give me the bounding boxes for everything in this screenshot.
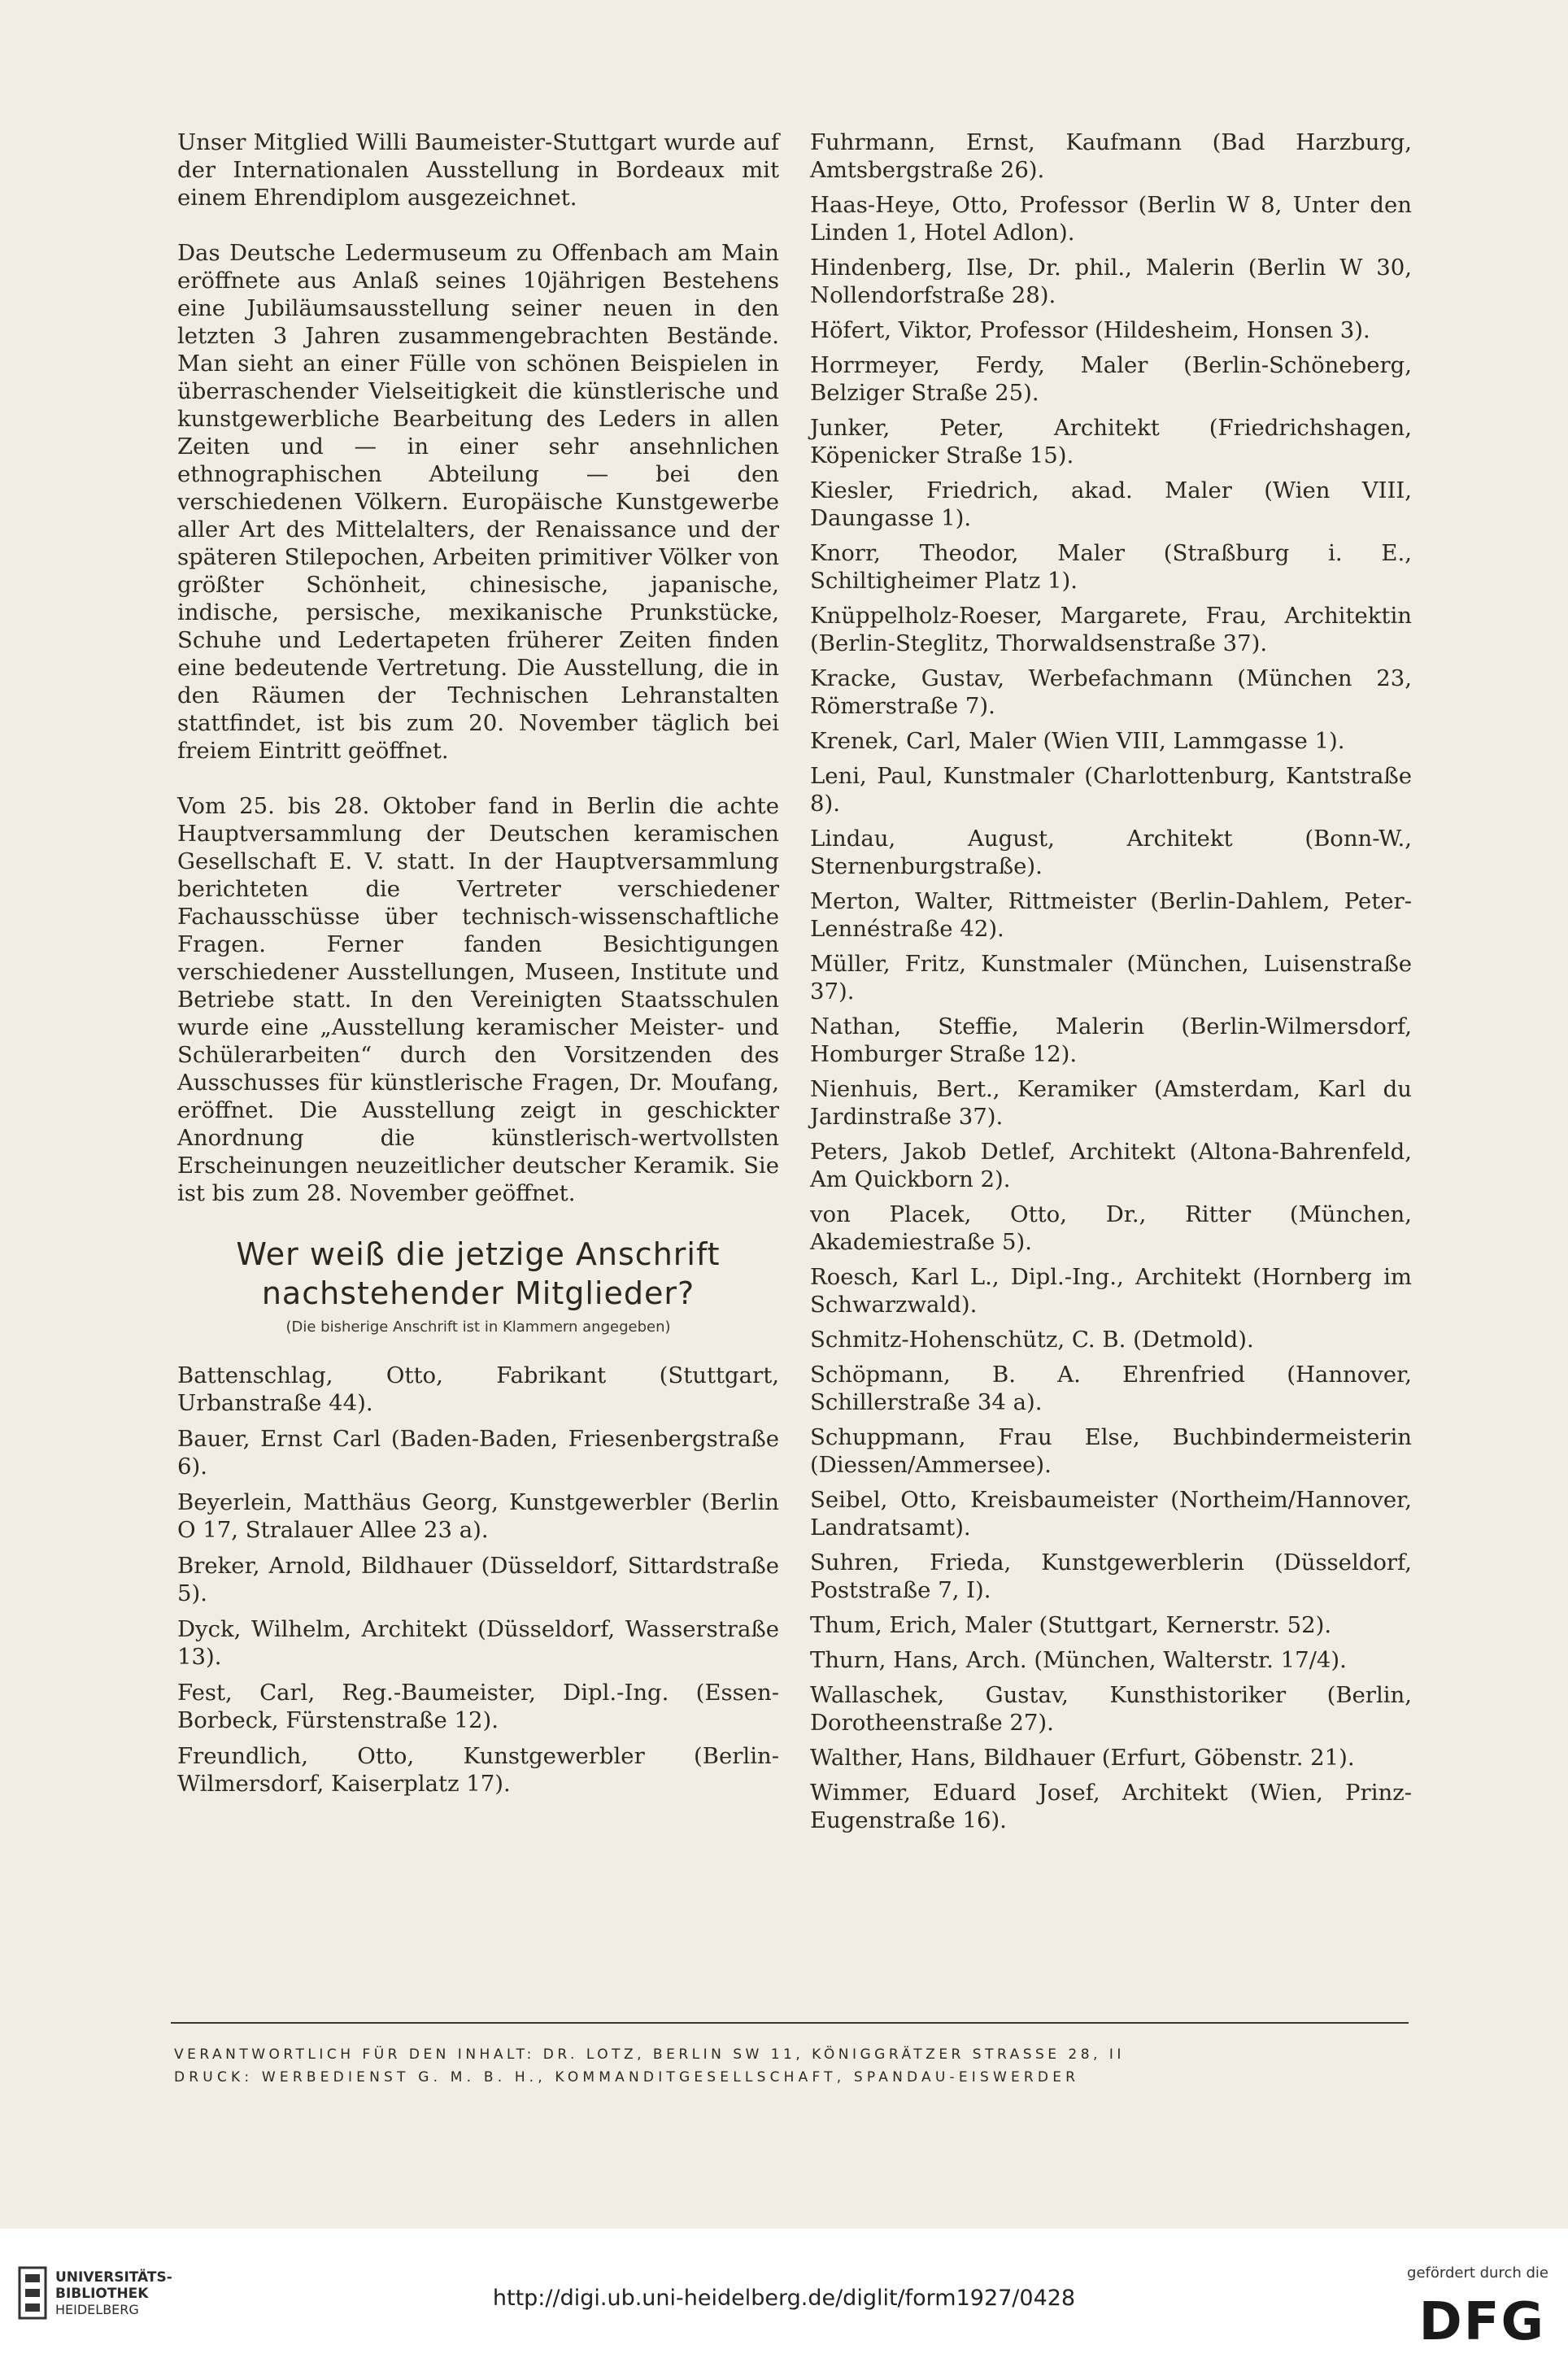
funding-note: gefördert durch die — [1407, 2264, 1548, 2282]
right-column — [810, 129, 1412, 1841]
member-entry: Höfert, Viktor, Professor (Hildesheim, Honsen 3). — [810, 317, 1370, 343]
imprint-divider — [171, 2022, 1409, 2024]
member-entry: Beyerlein, Matthäus Georg, Kunstgewerbler (Berlin O 17, Stralauer Allee 23 a). — [177, 1489, 779, 1543]
imprint-responsible: VERANTWORTLICH FÜR DEN INHALT: DR. LOTZ, BERLIN SW 11, KÖNIGGRÄTZER STRASSE 28, II — [174, 2046, 1125, 2063]
member-entry: Bauer, Ernst Carl (Baden-Baden, Friesenbergstraße 6). — [177, 1426, 779, 1480]
member-entry: Peters, Jakob Detlef, Architekt (Altona-Bahrenfeld, Am Quickborn 2). — [810, 1139, 1412, 1192]
member-entry: Krenek, Carl, Maler (Wien VIII, Lammgasse 1). — [810, 728, 1345, 754]
member-entry: Junker, Peter, Architekt (Friedrichshagen, Köpenicker Straße 15). — [810, 415, 1412, 469]
imprint-printer: DRUCK: WERBEDIENST G. M. B. H., KOMMANDITGESELLSCHAFT, SPANDAU-EISWERDER — [174, 2069, 1080, 2086]
section-subheading: (Die bisherige Anschrift ist in Klammern angegeben) — [285, 1318, 671, 1336]
library-line-3: HEIDELBERG — [55, 2302, 139, 2317]
member-entry: Hindenberg, Ilse, Dr. phil., Malerin (Berlin W 30, Nollendorfstraße 28). — [810, 255, 1412, 308]
member-entry: von Placek, Otto, Dr., Ritter (München, Akademiestraße 5). — [810, 1201, 1412, 1255]
member-entry: Fuhrmann, Ernst, Kaufmann (Bad Harzburg, Amtsbergstraße 26). — [810, 129, 1412, 183]
digitization-url[interactable]: http://digi.ub.uni-heidelberg.de/diglit/form1927/0428 — [492, 2286, 1076, 2311]
member-entry: Schmitz-Hohenschütz, C. B. (Detmold). — [810, 1327, 1254, 1353]
member-entry: Battenschlag, Otto, Fabrikant (Stuttgart, Urbanstraße 44). — [177, 1362, 779, 1416]
member-entry: Merton, Walter, Rittmeister (Berlin-Dahlem, Peter-Lennéstraße 42). — [810, 888, 1412, 942]
member-entry: Thurn, Hans, Arch. (München, Walterstr. 17/4). — [810, 1647, 1347, 1673]
library-line-2: BIBLIOTHEK — [55, 2286, 149, 2302]
member-entry: Leni, Paul, Kunstmaler (Charlottenburg, Kantstraße 8). — [810, 763, 1412, 817]
member-entry: Schuppmann, Frau Else, Buchbindermeisterin (Diessen/Ammersee). — [810, 1424, 1412, 1478]
member-entry: Fest, Carl, Reg.-Baumeister, Dipl.-Ing. (Essen-Borbeck, Fürstenstraße 12). — [177, 1680, 779, 1733]
member-entry: Knorr, Theodor, Maler (Straßburg i. E., Schiltigheimer Platz 1). — [810, 540, 1412, 594]
member-entry: Seibel, Otto, Kreisbaumeister (Northeim/Hannover, Landratsamt). — [810, 1487, 1412, 1541]
member-entry: Suhren, Frieda, Kunstgewerblerin (Düsseldorf, Poststraße 7, I). — [810, 1549, 1412, 1603]
dfg-logo: DFG — [1418, 2292, 1545, 2352]
member-entry: Kracke, Gustav, Werbefachmann (München 23, Römerstraße 7). — [810, 665, 1412, 719]
member-entry: Walther, Hans, Bildhauer (Erfurt, Göbenstr. 21). — [810, 1745, 1355, 1771]
left-column — [177, 129, 779, 1806]
member-entry: Horrmeyer, Ferdy, Maler (Berlin-Schöneberg, Belziger Straße 25). — [810, 352, 1412, 406]
member-entry: Wallaschek, Gustav, Kunsthistoriker (Berlin, Dorotheenstraße 27). — [810, 1682, 1412, 1736]
member-entry: Breker, Arnold, Bildhauer (Düsseldorf, Sittardstraße 5). — [177, 1553, 779, 1606]
member-entry: Knüppelholz-Roeser, Margarete, Frau, Architektin (Berlin-Steglitz, Thorwaldsenstraße 37). — [810, 603, 1412, 656]
member-entry: Nienhuis, Bert., Keramiker (Amsterdam, Karl du Jardinstraße 37). — [810, 1076, 1412, 1130]
section-heading: Wer weiß die jetzige Anschrift nachstehender Mitglieder? — [236, 1236, 721, 1311]
paragraph-baumeister: Unser Mitglied Willi Baumeister-Stuttgart wurde auf der Internationalen Ausstellung in Bordeaux mit einem Ehrendiplom ausgezeichnet. — [177, 129, 779, 211]
member-entry: Nathan, Steffie, Malerin (Berlin-Wilmersdorf, Homburger Straße 12). — [810, 1013, 1412, 1067]
library-line-1: UNIVERSITÄTS- — [55, 2269, 172, 2286]
member-entry: Kiesler, Friedrich, akad. Maler (Wien VIII, Daungasse 1). — [810, 477, 1412, 531]
paragraph-keramische-gesellschaft: Vom 25. bis 28. Oktober fand in Berlin die achte Hauptversammlung der Deutschen keramischen Gesellschaft E. V. statt. In der Hauptversammlung berichteten die Vertreter verschiedener Fachausschüsse über technisch-wissenschaftliche Fragen. Ferner fanden Besichtigungen verschiedener Ausstellungen, Museen, Institute und Betriebe statt. In den Vereinigten Staatsschulen wurde eine „Ausstellung keramischer Meister- und Schülerarbeiten“ durch den Vorsitzenden des Ausschusses für künstlerische Fragen, Dr. Moufang, eröffnet. Die Ausstellung zeigt in geschickter Anordnung die künstlerisch-wertvollsten Erscheinungen neuzeitlicher deutscher Keramik. Sie ist bis zum 28. November geöffnet. — [177, 793, 779, 1206]
member-entry: Freundlich, Otto, Kunstgewerbler (Berlin-Wilmersdorf, Kaiserplatz 17). — [177, 1743, 779, 1797]
member-entry: Roesch, Karl L., Dipl.-Ing., Architekt (Hornberg im Schwarzwald). — [810, 1264, 1412, 1318]
member-entry: Lindau, August, Architekt (Bonn-W., Sternenburgstraße). — [810, 826, 1412, 879]
member-entry: Thum, Erich, Maler (Stuttgart, Kernerstr. 52). — [810, 1612, 1332, 1638]
member-entry: Dyck, Wilhelm, Architekt (Düsseldorf, Wasserstraße 13). — [177, 1616, 779, 1670]
member-entry: Haas-Heye, Otto, Professor (Berlin W 8, Unter den Linden 1, Hotel Adlon). — [810, 192, 1412, 246]
paragraph-ledermuseum: Das Deutsche Ledermuseum zu Offenbach am Main eröffnete aus Anlaß seines 10jährigen Bestehens eine Jubiläumsausstellung seiner neuen in den letzten 3 Jahren zusammengebrachten Bestände. Man sieht an einer Fülle von schönen Beispielen in überraschender Vielseitigkeit die künstlerische und kunstgewerbliche Bearbeitung des Leders in allen Zeiten und — in einer sehr ansehnlichen ethnographischen Abteilung — bei den verschiedenen Völkern. Europäische Kunstgewerbe aller Art des Mittelalters, der Renaissance und der späteren Stilepochen, Arbeiten primitiver Völker von größter Schönheit, chinesische, japanische, indische, persische, mexikanische Prunkstücke, Schuhe und Ledertapeten früherer Zeiten finden eine bedeutende Vertretung. Die Ausstellung, die in den Räumen der Technischen Lehranstalten stattfindet, ist bis zum 20. November täglich bei freiem Eintritt geöffnet. — [177, 240, 779, 764]
member-entry: Müller, Fritz, Kunstmaler (München, Luisenstraße 37). — [810, 951, 1412, 1005]
member-entry: Schöpmann, B. A. Ehrenfried (Hannover, Schillerstraße 34 a). — [810, 1362, 1412, 1415]
member-entry: Wimmer, Eduard Josef, Architekt (Wien, Prinz-Eugenstraße 16). — [810, 1780, 1412, 1833]
